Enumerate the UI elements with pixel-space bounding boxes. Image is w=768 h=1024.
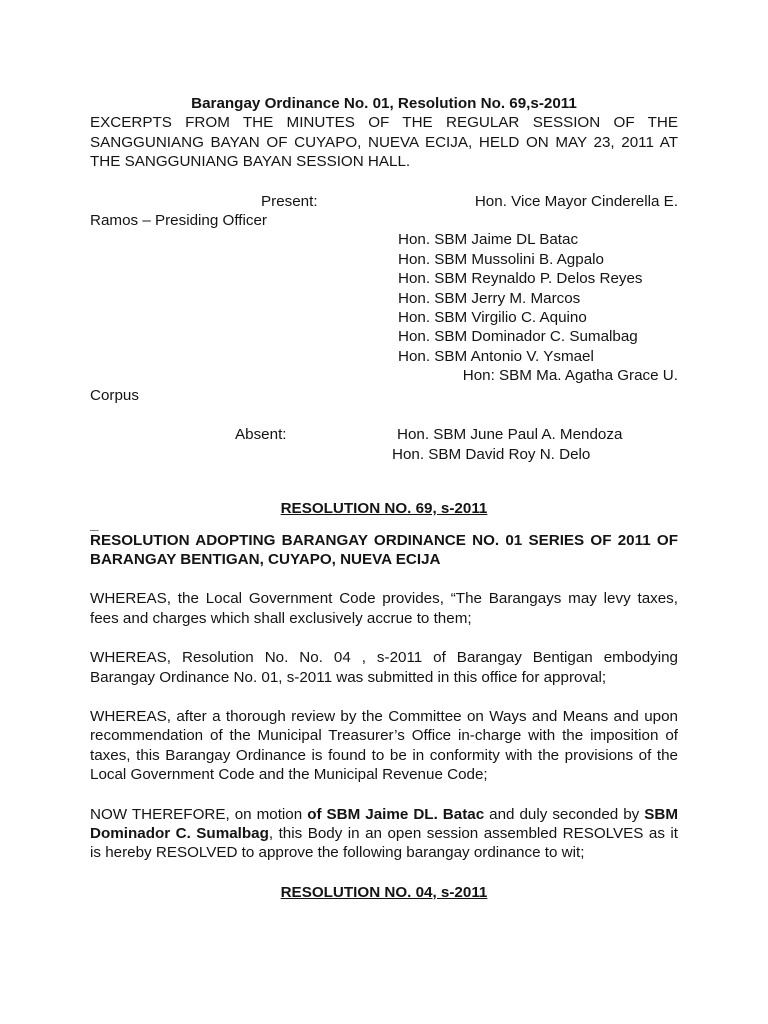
now-text-2: and duly seconded by: [484, 805, 645, 823]
resolution-heading: RESOLUTION NO. 69, s-2011: [280, 500, 488, 518]
whereas-paragraph-2: WHEREAS, Resolution No. No. 04 , s-2011 of Barangay Bentigan embodying Barangay Ordinance No. 01, s-2011 was submitted in this office for approval;: [90, 649, 678, 686]
now-mover: of SBM Jaime DL. Batac: [307, 805, 485, 823]
member-item: Hon. SBM Antonio V. Ysmael: [398, 347, 594, 365]
resolution-title: RESOLUTION ADOPTING BARANGAY ORDINANCE NO. 01 SERIES OF 2011 OF BARANGAY BENTIGAN, CUYAPO, NUEVA ECIJA: [90, 531, 678, 568]
document-title: Barangay Ordinance No. 01, Resolution No. 69,s-2011: [191, 95, 577, 112]
now-text-3: , this Body in an open session assembled RESOLVES as it is hereby RESOLVED to approve the following barangay ordinance to wit;: [90, 824, 678, 862]
whereas-paragraph-1: WHEREAS, the Local Government Code provides, “The Barangays may levy taxes, fees and charges which shall exclusively accrue to them;: [90, 590, 678, 627]
last-member-line1: Hon: SBM Ma. Agatha Grace U.: [462, 367, 678, 385]
presiding-officer-line1: Hon. Vice Mayor Cinderella E.: [474, 192, 678, 210]
last-member-line2: Corpus: [90, 386, 139, 404]
present-label: Present:: [261, 192, 318, 210]
member-item: Hon. SBM Dominador C. Sumalbag: [398, 328, 638, 346]
presiding-officer-line2: Ramos – Presiding Officer: [90, 212, 267, 230]
stray-mark: _: [90, 515, 99, 533]
member-item: Hon. SBM Virgilio C. Aquino: [398, 309, 587, 327]
absent-label: Absent:: [235, 426, 287, 444]
member-item: Hon. SBM Reynaldo P. Delos Reyes: [398, 270, 643, 288]
now-text-1: NOW THEREFORE, on motion: [90, 805, 308, 823]
excerpt-paragraph: EXCERPTS FROM THE MINUTES OF THE REGULAR SESSION OF THE SANGGUNIANG BAYAN OF CUYAPO, NUEVA ECIJA, HELD ON MAY 23, 2011 AT THE SANGGUNIANG BAYAN SESSION HALL.: [90, 114, 678, 171]
members-list: [398, 230, 678, 366]
absent-member: Hon. SBM David Roy N. Delo: [392, 445, 591, 463]
document-page: [90, 94, 678, 902]
whereas-paragraph-3: WHEREAS, after a thorough review by the Committee on Ways and Means and upon recommendation of the Municipal Treasurer’s Office in-charge with the imposition of taxes, this Barangay Ordinance is found to be in conformity with the provisions of the Local Government Code and the Municipal Revenue Code;: [90, 707, 678, 784]
absent-member: Hon. SBM June Paul A. Mendoza: [397, 426, 623, 444]
member-item: Hon. SBM Mussolini B. Agpalo: [398, 250, 604, 268]
now-therefore-paragraph: [90, 805, 678, 863]
absent-row: [90, 425, 678, 444]
member-item: Hon. SBM Jaime DL Batac: [398, 231, 579, 249]
member-item: Hon. SBM Jerry M. Marcos: [398, 289, 581, 307]
resolution-heading-2: RESOLUTION NO. 04, s-2011: [280, 883, 488, 901]
now-seconder: SBM Dominador C. Sumalbag: [90, 805, 678, 842]
present-row: [90, 192, 678, 211]
